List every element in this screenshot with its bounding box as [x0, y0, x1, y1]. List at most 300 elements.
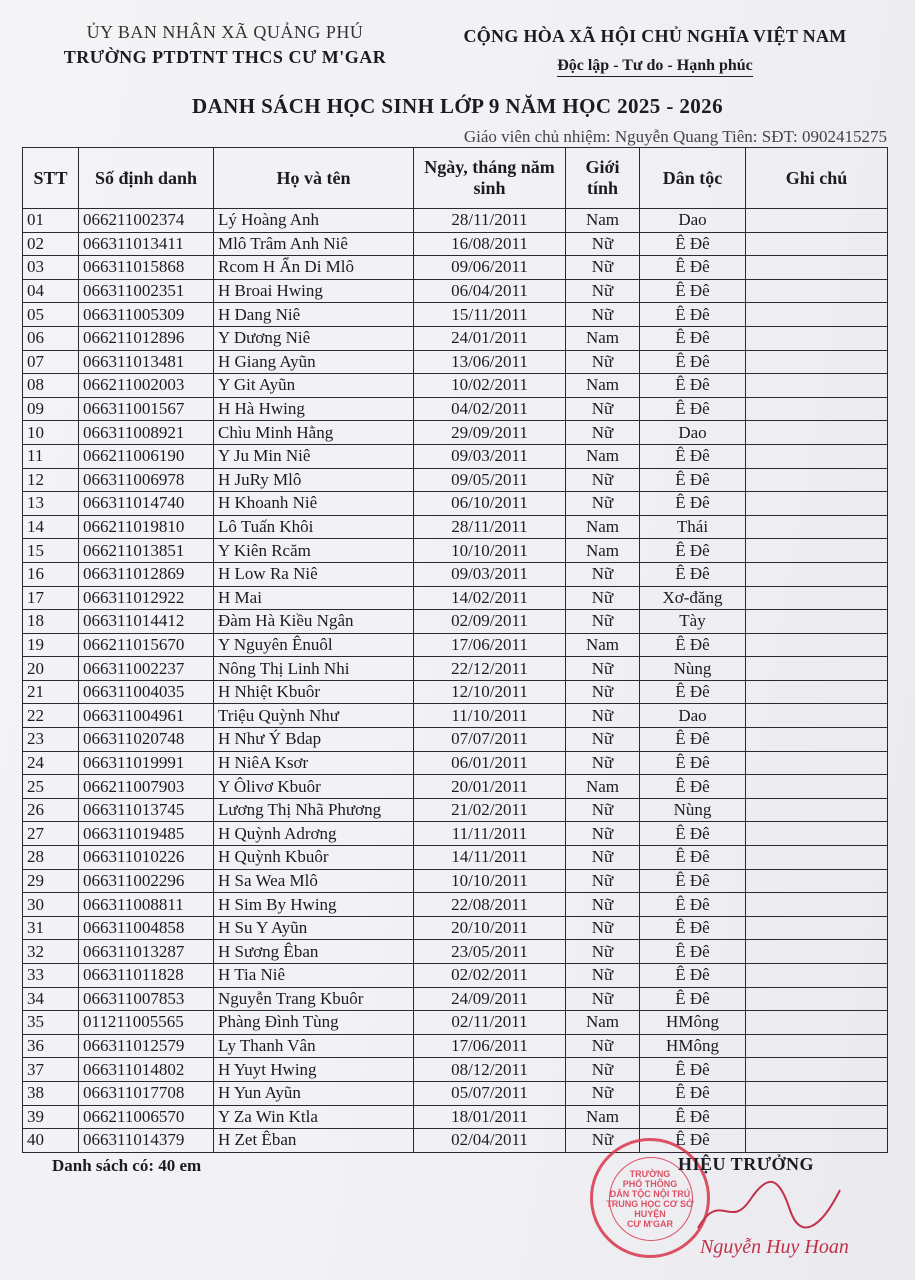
national-title: CỘNG HÒA XÃ HỘI CHỦ NGHĨA VIỆT NAM	[463, 26, 847, 46]
row-name: H Yun Ayũn	[214, 1081, 414, 1105]
row-name: H Khoanh Niê	[214, 492, 414, 516]
row-note	[746, 515, 888, 539]
row-name: H Mai	[214, 586, 414, 610]
row-ethnicity: Ê Đê	[640, 468, 746, 492]
row-ethnicity: Tày	[640, 610, 746, 634]
table-row	[23, 279, 888, 303]
row-name: Nông Thị Linh Nhi	[214, 657, 414, 681]
row-stt: 03	[23, 256, 79, 280]
row-stt: 02	[23, 232, 79, 256]
row-note	[746, 798, 888, 822]
row-name: Mlô Trâm Anh Niê	[214, 232, 414, 256]
row-stt: 23	[23, 728, 79, 752]
row-ethnicity: Ê Đê	[640, 846, 746, 870]
row-ethnicity: Ê Đê	[640, 492, 746, 516]
row-dob: 23/05/2011	[414, 940, 566, 964]
row-note	[746, 964, 888, 988]
table-row	[23, 326, 888, 350]
row-dob: 14/02/2011	[414, 586, 566, 610]
row-name: H Dang Niê	[214, 303, 414, 327]
row-id: 066311010226	[79, 846, 214, 870]
row-stt: 10	[23, 421, 79, 445]
row-stt: 01	[23, 209, 79, 233]
row-id: 066311001567	[79, 397, 214, 421]
row-name: H Như Ý Bdap	[214, 728, 414, 752]
row-id: 066311014802	[79, 1058, 214, 1082]
row-id: 011211005565	[79, 1011, 214, 1035]
table-row	[23, 515, 888, 539]
row-sex: Nữ	[566, 869, 640, 893]
row-ethnicity: Ê Đê	[640, 1058, 746, 1082]
row-ethnicity: Ê Đê	[640, 350, 746, 374]
row-dob: 29/09/2011	[414, 421, 566, 445]
row-note	[746, 822, 888, 846]
table-row	[23, 610, 888, 634]
row-sex: Nữ	[566, 798, 640, 822]
row-stt: 28	[23, 846, 79, 870]
row-ethnicity: Ê Đê	[640, 562, 746, 586]
row-id: 066311012922	[79, 586, 214, 610]
row-id: 066311005309	[79, 303, 214, 327]
row-ethnicity: Ê Đê	[640, 822, 746, 846]
row-sex: Nữ	[566, 1081, 640, 1105]
row-sex: Nam	[566, 374, 640, 398]
row-note	[746, 916, 888, 940]
row-sex: Nữ	[566, 964, 640, 988]
row-name: H Quỳnh Kbuôr	[214, 846, 414, 870]
row-stt: 36	[23, 1034, 79, 1058]
row-name: H Tia Niê	[214, 964, 414, 988]
row-note	[746, 539, 888, 563]
row-dob: 09/03/2011	[414, 562, 566, 586]
row-name: Nguyễn Trang Kbuôr	[214, 987, 414, 1011]
row-id: 066311011828	[79, 964, 214, 988]
school-name: TRƯỜNG PTDTNT THCS CƯ M'GAR	[63, 47, 387, 67]
row-note	[746, 940, 888, 964]
school-seal: TRƯỜNG PHỔ THÔNG DÂN TỘC NỘI TRÚ TRUNG HỌC CƠ SỞ HUYỆN CƯ M'GAR	[590, 1138, 710, 1258]
row-name: Y Ôlivơ Kbuôr	[214, 775, 414, 799]
row-stt: 29	[23, 869, 79, 893]
row-ethnicity: Ê Đê	[640, 256, 746, 280]
row-sex: Nam	[566, 209, 640, 233]
row-ethnicity: Ê Đê	[640, 303, 746, 327]
table-row	[23, 256, 888, 280]
row-note	[746, 869, 888, 893]
row-id: 066311013411	[79, 232, 214, 256]
row-note	[746, 704, 888, 728]
row-note	[746, 492, 888, 516]
row-sex: Nữ	[566, 468, 640, 492]
row-sex: Nam	[566, 775, 640, 799]
row-note	[746, 610, 888, 634]
table-row	[23, 1081, 888, 1105]
row-ethnicity: Ê Đê	[640, 232, 746, 256]
table-row	[23, 539, 888, 563]
row-stt: 22	[23, 704, 79, 728]
student-table	[22, 147, 888, 1153]
row-stt: 14	[23, 515, 79, 539]
row-id: 066311014412	[79, 610, 214, 634]
row-name: Y Kiên Rcăm	[214, 539, 414, 563]
row-dob: 14/11/2011	[414, 846, 566, 870]
table-row	[23, 492, 888, 516]
row-ethnicity: Ê Đê	[640, 444, 746, 468]
row-note	[746, 1034, 888, 1058]
row-name: H Zet Êban	[214, 1129, 414, 1153]
row-ethnicity: Ê Đê	[640, 680, 746, 704]
row-sex: Nữ	[566, 657, 640, 681]
table-row	[23, 586, 888, 610]
row-stt: 13	[23, 492, 79, 516]
row-sex: Nữ	[566, 610, 640, 634]
row-sex: Nam	[566, 539, 640, 563]
table-row	[23, 893, 888, 917]
row-note	[746, 562, 888, 586]
row-id: 066311002237	[79, 657, 214, 681]
row-sex: Nữ	[566, 586, 640, 610]
row-note	[746, 326, 888, 350]
table-row	[23, 209, 888, 233]
table-row	[23, 916, 888, 940]
row-ethnicity: Thái	[640, 515, 746, 539]
row-name: Y Git Ayũn	[214, 374, 414, 398]
table-row	[23, 1129, 888, 1153]
row-name: Triệu Quỳnh Như	[214, 704, 414, 728]
row-stt: 06	[23, 326, 79, 350]
row-dob: 09/03/2011	[414, 444, 566, 468]
row-name: Y Dương Niê	[214, 326, 414, 350]
row-id: 066211007903	[79, 775, 214, 799]
col-ethnicity: Dân tộc	[640, 148, 746, 209]
row-dob: 08/12/2011	[414, 1058, 566, 1082]
row-note	[746, 256, 888, 280]
row-dob: 20/01/2011	[414, 775, 566, 799]
row-sex: Nữ	[566, 350, 640, 374]
row-name: Lý Hoàng Anh	[214, 209, 414, 233]
row-stt: 04	[23, 279, 79, 303]
table-row	[23, 728, 888, 752]
table-row	[23, 798, 888, 822]
row-ethnicity: Ê Đê	[640, 869, 746, 893]
row-note	[746, 279, 888, 303]
table-row	[23, 751, 888, 775]
row-ethnicity: Ê Đê	[640, 728, 746, 752]
table-row	[23, 468, 888, 492]
row-stt: 39	[23, 1105, 79, 1129]
row-sex: Nam	[566, 326, 640, 350]
row-id: 066311012579	[79, 1034, 214, 1058]
table-header-row	[23, 148, 888, 209]
row-name: H Sương Êban	[214, 940, 414, 964]
row-dob: 06/10/2011	[414, 492, 566, 516]
row-note	[746, 846, 888, 870]
commune-name: ỦY BAN NHÂN XÃ QUẢNG PHÚ	[86, 22, 364, 42]
row-id: 066311008811	[79, 893, 214, 917]
row-note	[746, 987, 888, 1011]
row-note	[746, 657, 888, 681]
row-stt: 16	[23, 562, 79, 586]
row-id: 066211012896	[79, 326, 214, 350]
table-row	[23, 397, 888, 421]
row-id: 066311006978	[79, 468, 214, 492]
table-row	[23, 374, 888, 398]
row-note	[746, 1105, 888, 1129]
row-stt: 25	[23, 775, 79, 799]
row-note	[746, 444, 888, 468]
col-id: Số định danh	[79, 148, 214, 209]
row-dob: 06/04/2011	[414, 279, 566, 303]
col-note: Ghi chú	[746, 148, 888, 209]
row-id: 066211015670	[79, 633, 214, 657]
row-sex: Nữ	[566, 940, 640, 964]
row-name: Y Nguyên Ênuôl	[214, 633, 414, 657]
row-dob: 09/06/2011	[414, 256, 566, 280]
row-name: H Su Y Ayũn	[214, 916, 414, 940]
table-row	[23, 987, 888, 1011]
row-id: 066311007853	[79, 987, 214, 1011]
row-dob: 02/09/2011	[414, 610, 566, 634]
table-row	[23, 562, 888, 586]
col-dob: Ngày, tháng năm sinh	[414, 148, 566, 209]
table-row	[23, 964, 888, 988]
row-name: Y Ju Min Niê	[214, 444, 414, 468]
row-name: H Yuyt Hwing	[214, 1058, 414, 1082]
row-note	[746, 680, 888, 704]
row-ethnicity: Ê Đê	[640, 279, 746, 303]
row-name: H Giang Ayũn	[214, 350, 414, 374]
table-row	[23, 940, 888, 964]
row-stt: 26	[23, 798, 79, 822]
row-note	[746, 1129, 888, 1153]
row-sex: Nam	[566, 633, 640, 657]
row-stt: 21	[23, 680, 79, 704]
row-sex: Nữ	[566, 279, 640, 303]
row-stt: 12	[23, 468, 79, 492]
row-sex: Nữ	[566, 704, 640, 728]
row-name: Lương Thị Nhã Phương	[214, 798, 414, 822]
row-sex: Nữ	[566, 232, 640, 256]
row-ethnicity: Dao	[640, 209, 746, 233]
row-sex: Nữ	[566, 916, 640, 940]
row-id: 066311013287	[79, 940, 214, 964]
table-row	[23, 1058, 888, 1082]
row-note	[746, 586, 888, 610]
row-stt: 08	[23, 374, 79, 398]
row-stt: 17	[23, 586, 79, 610]
row-ethnicity: Ê Đê	[640, 397, 746, 421]
row-name: H NiêA Ksơr	[214, 751, 414, 775]
row-id: 066311002296	[79, 869, 214, 893]
row-stt: 38	[23, 1081, 79, 1105]
row-id: 066311004961	[79, 704, 214, 728]
row-dob: 24/01/2011	[414, 326, 566, 350]
row-id: 066311013745	[79, 798, 214, 822]
row-name: H Sa Wea Mlô	[214, 869, 414, 893]
row-stt: 32	[23, 940, 79, 964]
homeroom-teacher: Giáo viên chủ nhiệm: Nguyễn Quang Tiên: SĐT: 0902415275	[463, 127, 887, 146]
row-ethnicity: Ê Đê	[640, 964, 746, 988]
row-sex: Nữ	[566, 987, 640, 1011]
row-dob: 10/10/2011	[414, 539, 566, 563]
row-sex: Nam	[566, 515, 640, 539]
row-note	[746, 1058, 888, 1082]
row-dob: 11/11/2011	[414, 822, 566, 846]
row-note	[746, 303, 888, 327]
row-name: Phàng Đình Tùng	[214, 1011, 414, 1035]
row-stt: 27	[23, 822, 79, 846]
row-note	[746, 751, 888, 775]
row-sex: Nữ	[566, 751, 640, 775]
row-note	[746, 350, 888, 374]
table-row	[23, 775, 888, 799]
row-id: 066211006570	[79, 1105, 214, 1129]
row-stt: 40	[23, 1129, 79, 1153]
table-row	[23, 421, 888, 445]
row-name: H JuRy Mlô	[214, 468, 414, 492]
row-dob: 07/07/2011	[414, 728, 566, 752]
row-name: Y Za Win Ktla	[214, 1105, 414, 1129]
row-ethnicity: Ê Đê	[640, 326, 746, 350]
row-note	[746, 468, 888, 492]
row-dob: 04/02/2011	[414, 397, 566, 421]
row-note	[746, 775, 888, 799]
row-dob: 22/12/2011	[414, 657, 566, 681]
row-dob: 10/02/2011	[414, 374, 566, 398]
row-sex: Nữ	[566, 846, 640, 870]
row-ethnicity: Dao	[640, 421, 746, 445]
row-note	[746, 374, 888, 398]
row-id: 066311004858	[79, 916, 214, 940]
row-name: Đàm Hà Kiều Ngân	[214, 610, 414, 634]
row-stt: 19	[23, 633, 79, 657]
row-id: 066211002374	[79, 209, 214, 233]
row-ethnicity: Ê Đê	[640, 987, 746, 1011]
row-note	[746, 232, 888, 256]
row-id: 066211019810	[79, 515, 214, 539]
row-stt: 35	[23, 1011, 79, 1035]
row-id: 066311019991	[79, 751, 214, 775]
row-name: Lô Tuấn Khôi	[214, 515, 414, 539]
table-row	[23, 869, 888, 893]
row-name: H Low Ra Niê	[214, 562, 414, 586]
table-row	[23, 1105, 888, 1129]
row-dob: 10/10/2011	[414, 869, 566, 893]
signature-scribble	[690, 1170, 850, 1240]
principal-signature-name: Nguyễn Huy Hoan	[700, 1236, 849, 1258]
row-name: H Broai Hwing	[214, 279, 414, 303]
row-ethnicity: Ê Đê	[640, 893, 746, 917]
row-dob: 02/02/2011	[414, 964, 566, 988]
row-id: 066311020748	[79, 728, 214, 752]
row-name: Ly Thanh Vân	[214, 1034, 414, 1058]
row-dob: 11/10/2011	[414, 704, 566, 728]
row-sex: Nữ	[566, 1034, 640, 1058]
row-ethnicity: Ê Đê	[640, 1105, 746, 1129]
row-ethnicity: Ê Đê	[640, 633, 746, 657]
row-sex: Nữ	[566, 1058, 640, 1082]
row-stt: 05	[23, 303, 79, 327]
row-stt: 15	[23, 539, 79, 563]
row-dob: 17/06/2011	[414, 633, 566, 657]
row-ethnicity: Ê Đê	[640, 916, 746, 940]
row-note	[746, 209, 888, 233]
col-stt: STT	[23, 148, 79, 209]
row-id: 066311019485	[79, 822, 214, 846]
row-ethnicity: Xơ-đăng	[640, 586, 746, 610]
row-sex: Nữ	[566, 728, 640, 752]
table-row	[23, 1011, 888, 1035]
row-id: 066311013481	[79, 350, 214, 374]
table-row	[23, 444, 888, 468]
row-id: 066211002003	[79, 374, 214, 398]
principal-title: HIỆU TRƯỞNG	[678, 1154, 815, 1174]
row-dob: 02/04/2011	[414, 1129, 566, 1153]
national-motto: Độc lập - Tư do - Hạnh phúc	[557, 57, 753, 77]
row-name: H Nhiệt Kbuôr	[214, 680, 414, 704]
row-name: Chìu Minh Hằng	[214, 421, 414, 445]
row-dob: 05/07/2011	[414, 1081, 566, 1105]
table-row	[23, 680, 888, 704]
row-stt: 09	[23, 397, 79, 421]
row-note	[746, 397, 888, 421]
row-dob: 12/10/2011	[414, 680, 566, 704]
row-stt: 18	[23, 610, 79, 634]
row-ethnicity: Ê Đê	[640, 1081, 746, 1105]
row-dob: 28/11/2011	[414, 209, 566, 233]
row-stt: 34	[23, 987, 79, 1011]
row-dob: 21/02/2011	[414, 798, 566, 822]
row-id: 066311002351	[79, 279, 214, 303]
col-sex: Giới tính	[566, 148, 640, 209]
row-sex: Nam	[566, 1011, 640, 1035]
student-count: Danh sách có: 40 em	[52, 1156, 202, 1175]
row-sex: Nữ	[566, 397, 640, 421]
row-dob: 24/09/2011	[414, 987, 566, 1011]
row-ethnicity: HMông	[640, 1034, 746, 1058]
row-id: 066311012869	[79, 562, 214, 586]
row-note	[746, 633, 888, 657]
table-row	[23, 846, 888, 870]
table-row	[23, 704, 888, 728]
row-id: 066311004035	[79, 680, 214, 704]
table-row	[23, 822, 888, 846]
row-id: 066211006190	[79, 444, 214, 468]
issuer-header	[40, 22, 410, 68]
table-row	[23, 303, 888, 327]
row-sex: Nam	[566, 444, 640, 468]
row-stt: 24	[23, 751, 79, 775]
row-dob: 16/08/2011	[414, 232, 566, 256]
row-name: H Sim By Hwing	[214, 893, 414, 917]
row-dob: 15/11/2011	[414, 303, 566, 327]
table-row	[23, 657, 888, 681]
row-stt: 11	[23, 444, 79, 468]
row-dob: 20/10/2011	[414, 916, 566, 940]
row-sex: Nữ	[566, 421, 640, 445]
row-stt: 20	[23, 657, 79, 681]
row-note	[746, 1081, 888, 1105]
row-id: 066311014740	[79, 492, 214, 516]
row-stt: 30	[23, 893, 79, 917]
row-id: 066311017708	[79, 1081, 214, 1105]
row-dob: 06/01/2011	[414, 751, 566, 775]
row-ethnicity: HMông	[640, 1011, 746, 1035]
row-sex: Nữ	[566, 303, 640, 327]
table-row	[23, 350, 888, 374]
row-id: 066311008921	[79, 421, 214, 445]
row-ethnicity: Ê Đê	[640, 940, 746, 964]
row-note	[746, 1011, 888, 1035]
